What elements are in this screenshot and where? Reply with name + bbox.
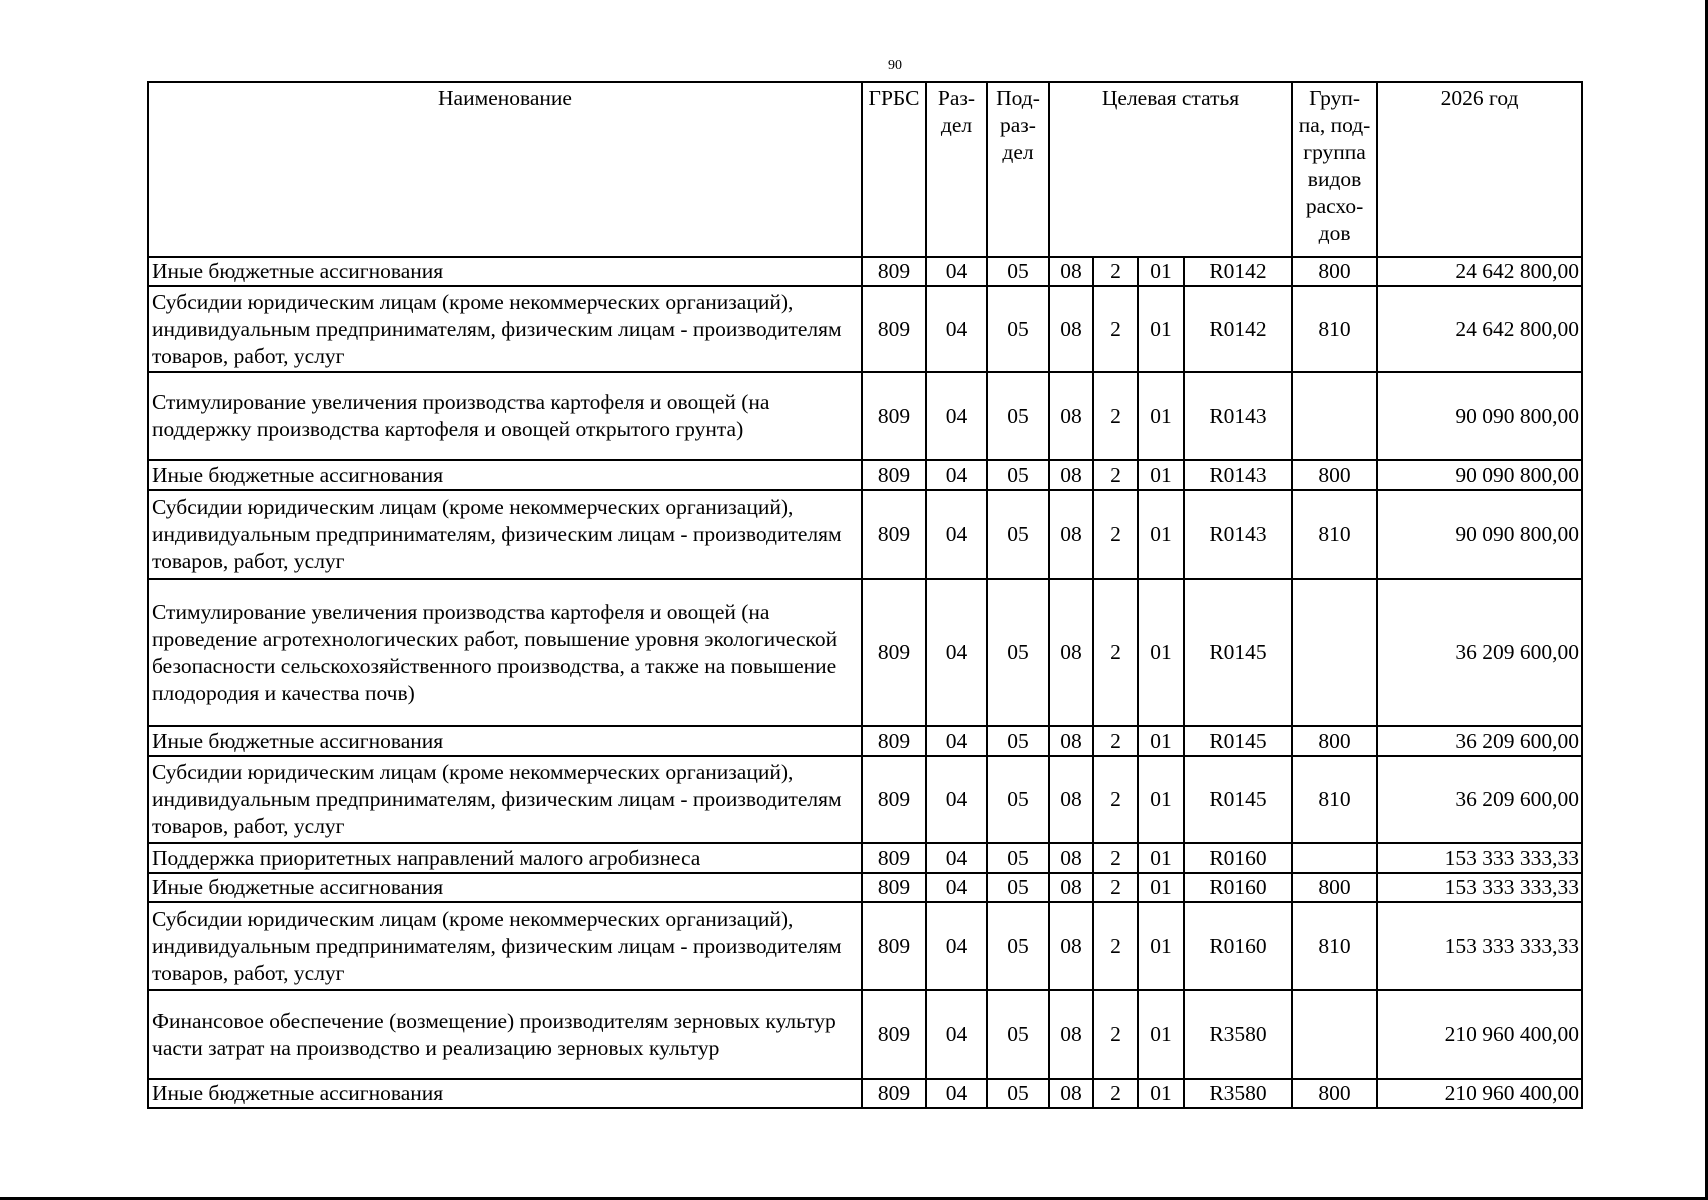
cell-razdel: 04: [926, 843, 987, 873]
cell-podrazdel: 05: [987, 1079, 1049, 1108]
table-row: [148, 286, 1582, 372]
cell-target-code: R0160: [1184, 873, 1292, 902]
cell-name: Субсидии юридическим лицам (кроме некоммерческих организаций), индивидуальным предпринимателям, физическим лицам - производителям товаров, работ, услуг: [148, 756, 862, 843]
cell-razdel: 04: [926, 372, 987, 460]
cell-expense-group: 800: [1292, 1079, 1377, 1108]
cell-name: Иные бюджетные ассигнования: [148, 257, 862, 286]
cell-target-code: R0142: [1184, 286, 1292, 372]
cell-target-program: 08: [1049, 726, 1093, 756]
cell-grbs: 809: [862, 990, 926, 1079]
table-row: [148, 726, 1582, 756]
header-year: 2026 год: [1377, 82, 1582, 257]
cell-target-event: 01: [1138, 756, 1184, 843]
cell-podrazdel: 05: [987, 286, 1049, 372]
cell-expense-group: [1292, 843, 1377, 873]
cell-target-code: R0145: [1184, 726, 1292, 756]
cell-grbs: 809: [862, 460, 926, 490]
cell-target-subprogram: 2: [1093, 257, 1138, 286]
cell-name: Иные бюджетные ассигнования: [148, 460, 862, 490]
cell-target-subprogram: 2: [1093, 873, 1138, 902]
cell-target-program: 08: [1049, 372, 1093, 460]
cell-amount: 210 960 400,00: [1377, 990, 1582, 1079]
cell-target-code: R0142: [1184, 257, 1292, 286]
cell-expense-group: [1292, 372, 1377, 460]
cell-target-program: 08: [1049, 579, 1093, 726]
cell-razdel: 04: [926, 460, 987, 490]
header-group: Груп- па, под- группа видов расхо- дов: [1292, 82, 1377, 257]
cell-grbs: 809: [862, 372, 926, 460]
cell-expense-group: 810: [1292, 286, 1377, 372]
table-row: [148, 372, 1582, 460]
cell-name: Субсидии юридическим лицам (кроме некоммерческих организаций), индивидуальным предпринимателям, физическим лицам - производителям товаров, работ, услуг: [148, 286, 862, 372]
cell-expense-group: [1292, 990, 1377, 1079]
cell-target-code: R3580: [1184, 990, 1292, 1079]
cell-target-program: 08: [1049, 1079, 1093, 1108]
cell-podrazdel: 05: [987, 873, 1049, 902]
cell-amount: 36 209 600,00: [1377, 756, 1582, 843]
cell-name: Стимулирование увеличения производства картофеля и овощей (на проведение агротехнологических работ, повышение уровня экологической безопасности сельскохозяйственного производства, а также на повышение плодородия и качества почв): [148, 579, 862, 726]
cell-grbs: 809: [862, 726, 926, 756]
cell-target-subprogram: 2: [1093, 726, 1138, 756]
cell-target-program: 08: [1049, 873, 1093, 902]
cell-target-code: R0145: [1184, 756, 1292, 843]
header-name: Наименование: [148, 82, 862, 257]
cell-target-program: 08: [1049, 460, 1093, 490]
cell-grbs: 809: [862, 902, 926, 990]
cell-target-subprogram: 2: [1093, 286, 1138, 372]
cell-target-subprogram: 2: [1093, 490, 1138, 579]
cell-target-subprogram: 2: [1093, 902, 1138, 990]
cell-target-code: R0160: [1184, 902, 1292, 990]
cell-target-subprogram: 2: [1093, 1079, 1138, 1108]
cell-target-program: 08: [1049, 286, 1093, 372]
page-number: 90: [888, 58, 902, 73]
cell-name: Иные бюджетные ассигнования: [148, 1079, 862, 1108]
cell-razdel: 04: [926, 579, 987, 726]
table-row: [148, 257, 1582, 286]
cell-expense-group: 800: [1292, 873, 1377, 902]
cell-grbs: 809: [862, 257, 926, 286]
table-row: [148, 756, 1582, 843]
cell-podrazdel: 05: [987, 372, 1049, 460]
cell-expense-group: 800: [1292, 460, 1377, 490]
cell-amount: 36 209 600,00: [1377, 726, 1582, 756]
cell-expense-group: 810: [1292, 902, 1377, 990]
cell-target-subprogram: 2: [1093, 579, 1138, 726]
cell-target-subprogram: 2: [1093, 843, 1138, 873]
cell-podrazdel: 05: [987, 843, 1049, 873]
cell-expense-group: 800: [1292, 726, 1377, 756]
cell-target-program: 08: [1049, 902, 1093, 990]
table-row: [148, 902, 1582, 990]
cell-podrazdel: 05: [987, 257, 1049, 286]
cell-name: Поддержка приоритетных направлений малого агробизнеса: [148, 843, 862, 873]
cell-podrazdel: 05: [987, 490, 1049, 579]
cell-target-event: 01: [1138, 726, 1184, 756]
cell-target-code: R0143: [1184, 372, 1292, 460]
cell-target-event: 01: [1138, 490, 1184, 579]
cell-target-event: 01: [1138, 257, 1184, 286]
cell-grbs: 809: [862, 756, 926, 843]
cell-target-code: R0143: [1184, 490, 1292, 579]
cell-amount: 24 642 800,00: [1377, 286, 1582, 372]
cell-target-event: 01: [1138, 902, 1184, 990]
cell-grbs: 809: [862, 286, 926, 372]
cell-target-subprogram: 2: [1093, 372, 1138, 460]
cell-target-event: 01: [1138, 372, 1184, 460]
cell-grbs: 809: [862, 490, 926, 579]
cell-target-event: 01: [1138, 873, 1184, 902]
cell-grbs: 809: [862, 843, 926, 873]
cell-name: Субсидии юридическим лицам (кроме некоммерческих организаций), индивидуальным предпринимателям, физическим лицам - производителям товаров, работ, услуг: [148, 490, 862, 579]
cell-target-code: R0145: [1184, 579, 1292, 726]
table-row: [148, 579, 1582, 726]
cell-amount: 153 333 333,33: [1377, 873, 1582, 902]
cell-razdel: 04: [926, 1079, 987, 1108]
cell-target-program: 08: [1049, 257, 1093, 286]
cell-razdel: 04: [926, 756, 987, 843]
cell-amount: 210 960 400,00: [1377, 1079, 1582, 1108]
cell-target-subprogram: 2: [1093, 460, 1138, 490]
cell-amount: 24 642 800,00: [1377, 257, 1582, 286]
table-row: [148, 843, 1582, 873]
table-row: [148, 873, 1582, 902]
header-razdel: Раз- дел: [926, 82, 987, 257]
cell-target-code: R3580: [1184, 1079, 1292, 1108]
cell-target-event: 01: [1138, 843, 1184, 873]
cell-name: Иные бюджетные ассигнования: [148, 873, 862, 902]
cell-target-event: 01: [1138, 460, 1184, 490]
cell-target-subprogram: 2: [1093, 990, 1138, 1079]
cell-target-event: 01: [1138, 579, 1184, 726]
header-target: Целевая статья: [1049, 82, 1292, 257]
table-row: [148, 1079, 1582, 1108]
cell-target-program: 08: [1049, 843, 1093, 873]
cell-name: Субсидии юридическим лицам (кроме некоммерческих организаций), индивидуальным предпринимателям, физическим лицам - производителям товаров, работ, услуг: [148, 902, 862, 990]
cell-name: Стимулирование увеличения производства картофеля и овощей (на поддержку производства картофеля и овощей открытого грунта): [148, 372, 862, 460]
cell-podrazdel: 05: [987, 902, 1049, 990]
cell-podrazdel: 05: [987, 460, 1049, 490]
cell-grbs: 809: [862, 873, 926, 902]
cell-target-event: 01: [1138, 990, 1184, 1079]
cell-expense-group: 800: [1292, 257, 1377, 286]
cell-razdel: 04: [926, 873, 987, 902]
table-row: [148, 490, 1582, 579]
cell-amount: 90 090 800,00: [1377, 490, 1582, 579]
cell-expense-group: 810: [1292, 756, 1377, 843]
cell-razdel: 04: [926, 902, 987, 990]
cell-target-code: R0143: [1184, 460, 1292, 490]
cell-podrazdel: 05: [987, 726, 1049, 756]
cell-razdel: 04: [926, 490, 987, 579]
cell-podrazdel: 05: [987, 990, 1049, 1079]
cell-amount: 36 209 600,00: [1377, 579, 1582, 726]
cell-amount: 153 333 333,33: [1377, 843, 1582, 873]
cell-expense-group: [1292, 579, 1377, 726]
cell-podrazdel: 05: [987, 756, 1049, 843]
cell-grbs: 809: [862, 579, 926, 726]
cell-amount: 90 090 800,00: [1377, 372, 1582, 460]
cell-podrazdel: 05: [987, 579, 1049, 726]
header-grbs: ГРБС: [862, 82, 926, 257]
table-header-row: [148, 82, 1582, 257]
cell-target-code: R0160: [1184, 843, 1292, 873]
cell-target-subprogram: 2: [1093, 756, 1138, 843]
cell-amount: 153 333 333,33: [1377, 902, 1582, 990]
cell-name: Иные бюджетные ассигнования: [148, 726, 862, 756]
table-row: [148, 460, 1582, 490]
cell-name: Финансовое обеспечение (возмещение) производителям зерновых культур части затрат на производство и реализацию зерновых культур: [148, 990, 862, 1079]
cell-target-program: 08: [1049, 990, 1093, 1079]
budget-table: [147, 81, 1583, 1109]
table-body: [148, 257, 1582, 1108]
table-row: [148, 990, 1582, 1079]
cell-target-program: 08: [1049, 490, 1093, 579]
cell-target-event: 01: [1138, 286, 1184, 372]
cell-target-program: 08: [1049, 756, 1093, 843]
header-podrazdel: Под- раз- дел: [987, 82, 1049, 257]
cell-amount: 90 090 800,00: [1377, 460, 1582, 490]
cell-grbs: 809: [862, 1079, 926, 1108]
cell-razdel: 04: [926, 286, 987, 372]
cell-razdel: 04: [926, 257, 987, 286]
cell-target-event: 01: [1138, 1079, 1184, 1108]
cell-expense-group: 810: [1292, 490, 1377, 579]
cell-razdel: 04: [926, 990, 987, 1079]
cell-razdel: 04: [926, 726, 987, 756]
